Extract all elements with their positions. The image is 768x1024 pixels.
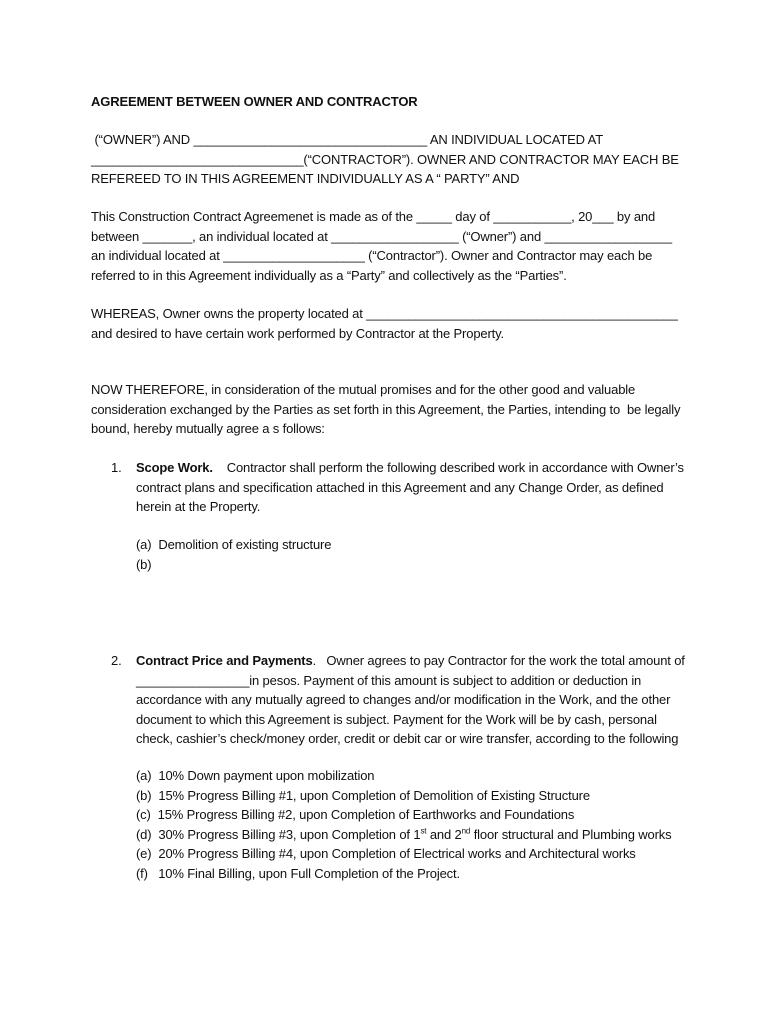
whereas-line: WHEREAS, Owner owns the property located at ____________________________________________ [91,306,678,321]
list-item: (b) 15% Progress Billing #1, upon Completion of Demolition of Existing Structure [136,787,590,803]
list-item: (a) 10% Down payment upon mobilization [136,768,375,783]
list-item: (a) Demolition of existing structure [136,537,332,552]
opening-paragraph [91,207,691,285]
list-item: (c) 15% Progress Billing #2, upon Completion of Earthworks and Foundations [136,807,575,822]
list-item-text: and 2 [426,826,462,842]
whereas-paragraph [91,304,691,343]
section-heading: Contract Price and Payments [136,653,313,668]
document-title: AGREEMENT BETWEEN OWNER AND CONTRACTOR [91,94,418,109]
opening-line: referred to in this Agreement individually as a “Party” and collectively as the “Parties”. [91,267,567,283]
list-item: (b) [136,556,152,572]
now-therefore-paragraph [91,380,691,439]
intro-paragraph [91,130,691,189]
list-item-text: (d) 30% Progress Billing #3, upon Completion of 1 [136,826,421,842]
section-text: . Owner agrees to pay Contractor for the work the total amount of [312,653,685,668]
section-text: Contractor shall perform the following described work in accordance with Owner’s [212,460,684,475]
section-number: 1. [111,460,122,475]
now-therefore-line: bound, hereby mutually agree a s follows: [91,421,325,436]
intro-line: (“OWNER”) AND _________________________________ AN INDIVIDUAL LOCATED AT [91,132,603,147]
opening-line: between _______, an individual located at __________________ (“Owner”) and __________________ [91,228,672,244]
intro-line: ______________________________(“CONTRACTOR”). OWNER AND CONTRACTOR MAY EACH BE [91,151,679,167]
now-therefore-line: consideration exchanged by the Parties as set forth in this Agreement, the Parties, intending to be legally [91,401,681,417]
section-line: contract plans and specification attached in this Agreement and any Change Order, as defined [136,479,664,495]
list-item: (f) 10% Final Billing, upon Full Completion of the Project. [136,865,460,881]
intro-line: REFEREED TO IN THIS AGREEMENT INDIVIDUALLY AS A “ PARTY” AND [91,171,520,186]
ordinal-suffix: nd [461,826,471,836]
section-number: 2. [111,653,122,668]
section-scope-work [111,458,691,517]
section-line: accordance with any mutually agreed to changes and/or modification in the Work, and the other [136,692,671,707]
payment-schedule-items [136,766,696,883]
section-line: herein at the Property. [136,499,261,514]
list-item-text: floor structural and Plumbing works [470,826,672,842]
scope-work-items [136,535,696,574]
section-line: ________________in pesos. Payment of this amount is subject to addition or deduction in [136,672,642,688]
whereas-line: and desired to have certain work performed by Contractor at the Property. [91,325,504,341]
section-line: document to which this Agreement is subject. Payment for the Work will be by cash, personal [136,711,657,727]
opening-line: This Construction Contract Agreemenet is made as of the _____ day of ___________, 20___ by and [91,209,656,224]
ordinal-suffix: st [420,826,427,836]
list-item [136,825,696,845]
section-contract-price [111,651,691,749]
section-line: check, cashier’s check/money order, credit or debit car or wire transfer, according to the following [136,731,679,746]
now-therefore-line: NOW THEREFORE, in consideration of the mutual promises and for the other good and valuable [91,382,636,397]
opening-line: an individual located at ____________________ (“Contractor”). Owner and Contractor may each be [91,248,653,263]
section-heading: Scope Work. [136,460,213,475]
list-item: (e) 20% Progress Billing #4, upon Completion of Electrical works and Architectural works [136,846,636,861]
